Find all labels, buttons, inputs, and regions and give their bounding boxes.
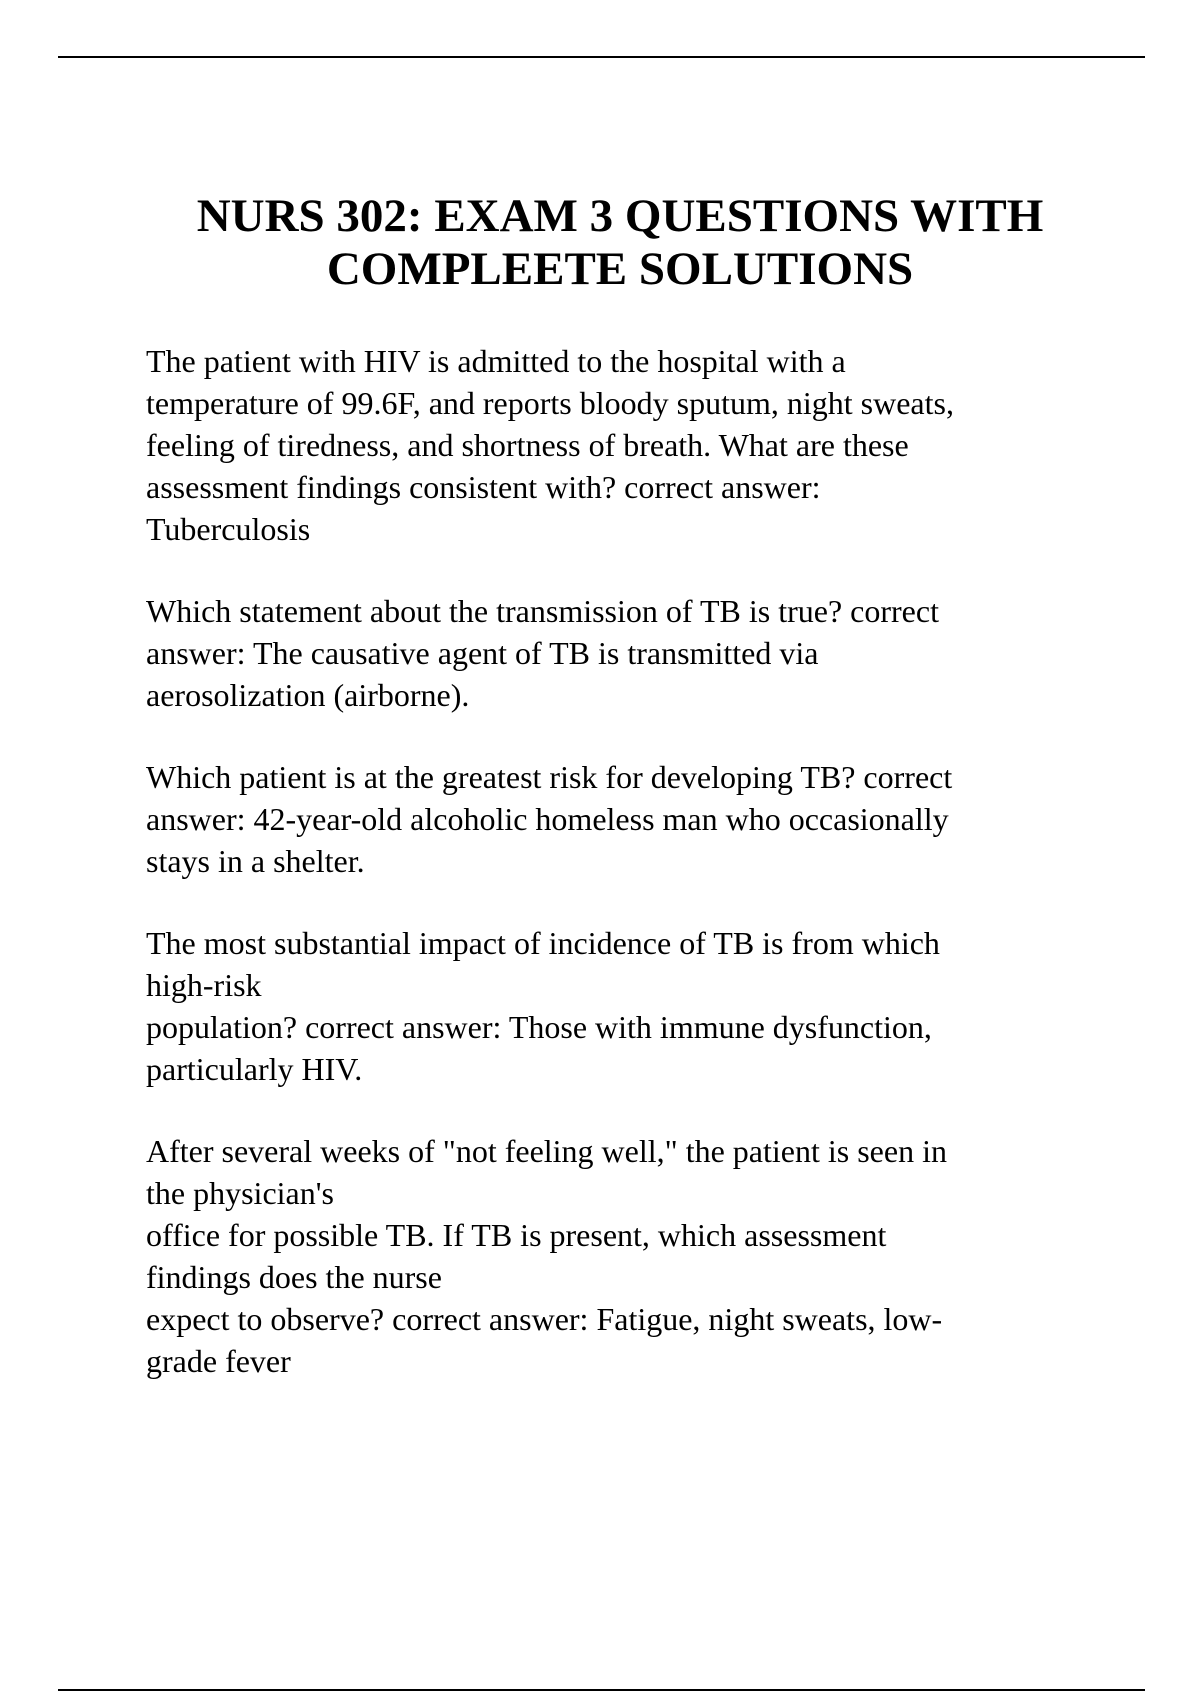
qa-line: grade fever (146, 1343, 291, 1379)
title-line-2: COMPLEETE SOLUTIONS (326, 243, 914, 295)
qa-line: the physician's (146, 1175, 334, 1211)
qa-line: After several weeks of "not feeling well," the patient is seen in (146, 1133, 947, 1169)
top-divider (58, 56, 1145, 58)
title-line-1: NURS 302: EXAM 3 QUESTIONS WITH (196, 190, 1044, 242)
qa-line: stays in a shelter. (146, 843, 365, 879)
qa-line: office for possible TB. If TB is present, which assessment (146, 1217, 887, 1253)
qa-content (146, 340, 1086, 1422)
qa-line: answer: 42-year-old alcoholic homeless man who occasionally (146, 801, 949, 837)
qa-line: high-risk (146, 967, 262, 1003)
qa-line: findings does the nurse (146, 1259, 442, 1295)
qa-line: temperature of 99.6F, and reports bloody sputum, night sweats, (146, 385, 954, 421)
qa-block-1 (146, 340, 1086, 550)
qa-line: aerosolization (airborne). (146, 677, 470, 713)
qa-line: assessment findings consistent with? correct answer: (146, 469, 821, 505)
qa-line: Which statement about the transmission of TB is true? correct (146, 593, 939, 629)
qa-block-3 (146, 756, 1086, 882)
qa-block-2 (146, 590, 1086, 716)
qa-line: expect to observe? correct answer: Fatigue, night sweats, low- (146, 1301, 943, 1337)
qa-block-5 (146, 1130, 1086, 1382)
qa-line: particularly HIV. (146, 1051, 363, 1087)
qa-line: The most substantial impact of incidence of TB is from which (146, 925, 940, 961)
qa-line: Which patient is at the greatest risk for developing TB? correct (146, 759, 953, 795)
page-title (130, 190, 1110, 296)
qa-line: population? correct answer: Those with immune dysfunction, (146, 1009, 932, 1045)
qa-line: feeling of tiredness, and shortness of breath. What are these (146, 427, 909, 463)
qa-line: The patient with HIV is admitted to the hospital with a (146, 343, 846, 379)
qa-block-4 (146, 922, 1086, 1090)
qa-line: Tuberculosis (146, 511, 311, 547)
qa-line: answer: The causative agent of TB is transmitted via (146, 635, 819, 671)
bottom-divider (58, 1689, 1145, 1691)
